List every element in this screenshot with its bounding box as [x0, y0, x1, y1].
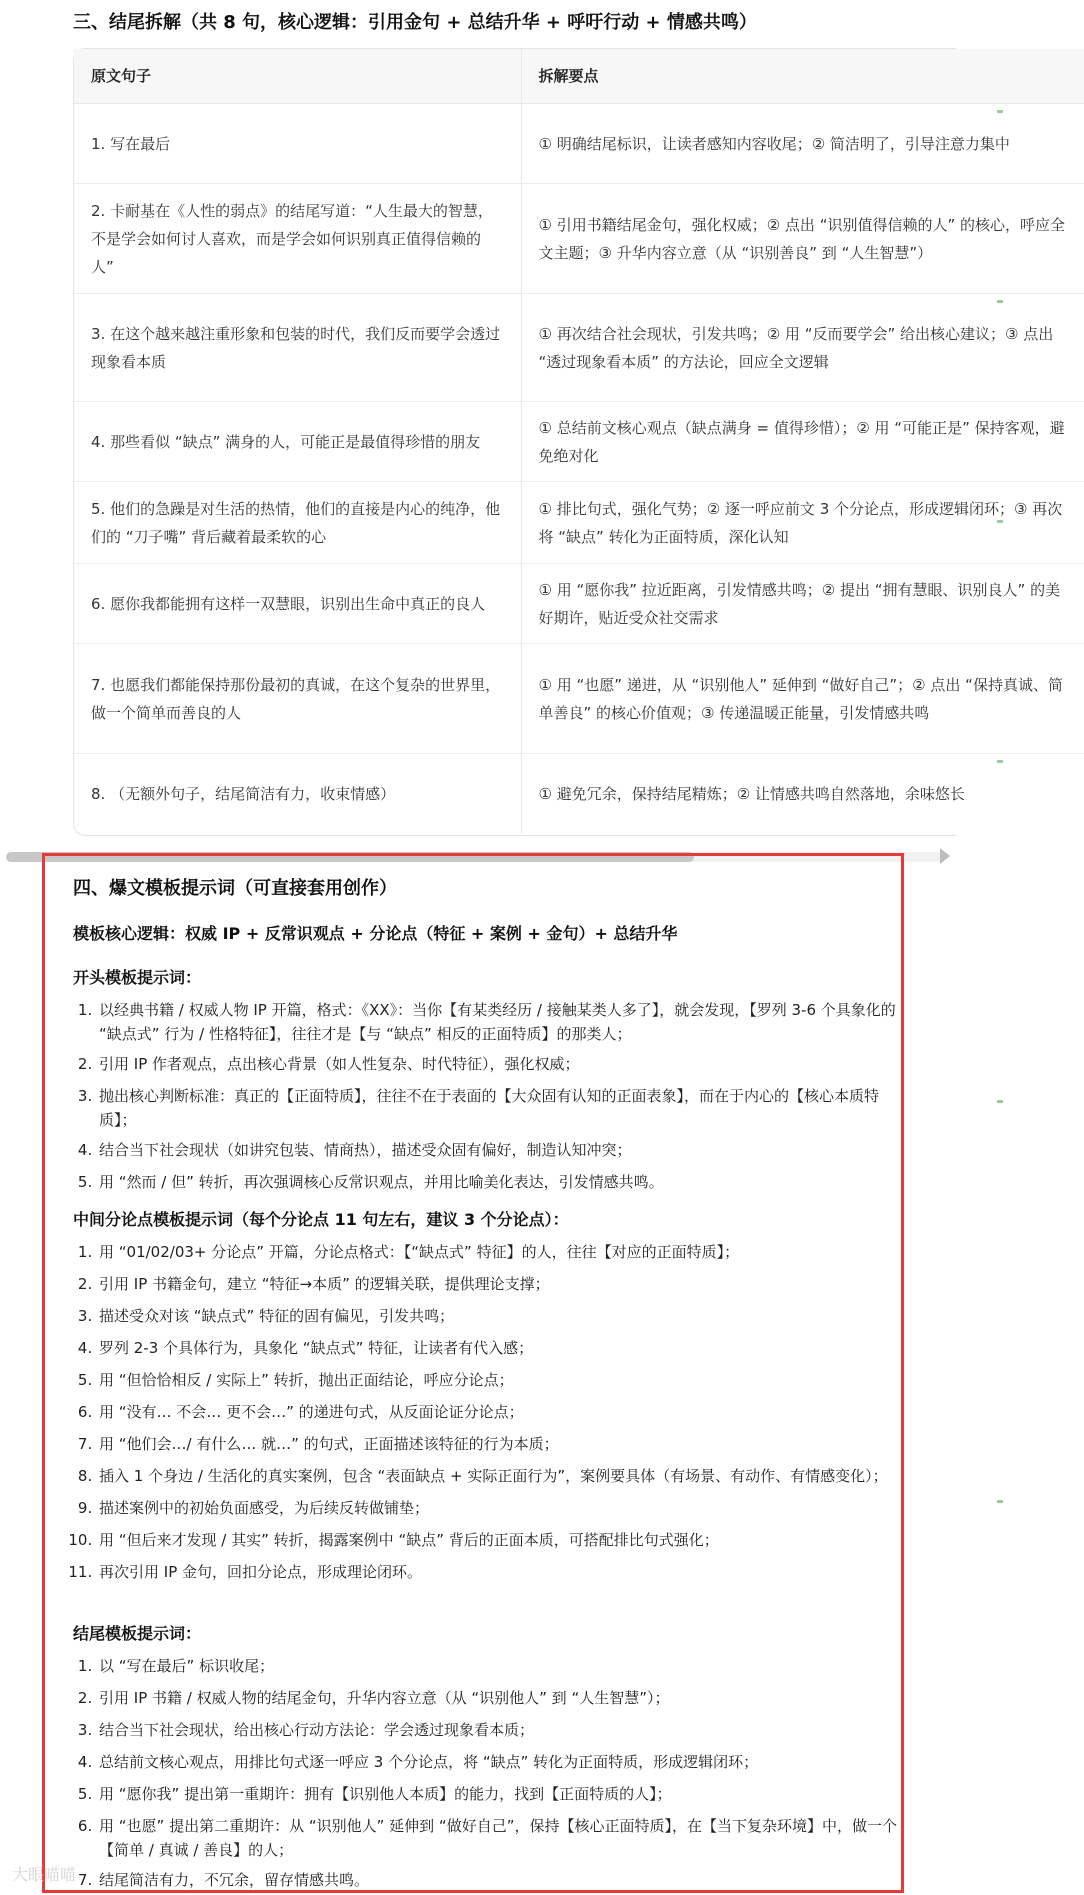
template-logic: 模板核心逻辑：权威 IP + 反常识观点 + 分论点（特征 + 案例 + 金句）+ 总结升华 [73, 924, 678, 943]
rail-tick [997, 520, 1003, 523]
table-row [74, 184, 1084, 294]
watermark-logo: 大眼喵喵 [12, 1865, 77, 1884]
sentence-cell: 1. 写在最后 [74, 104, 521, 184]
sentence-cell: 5. 他们的急躁是对生活的热情，他们的直接是内心的纯净，他们的 “刀子嘴” 背后藏着最柔软的心 [74, 482, 521, 564]
table-header-row [74, 49, 1084, 104]
list-item: 1. 以经典书籍 / 权威人物 IP 开篇，格式：《XX》：当你【有某类经历 / 接触某类人多了】，就会发现，【罗列 3-6 个具象化的 “缺点式” 行为 / 性格特征】，往往才是【与 “缺点” 相反的正面特质】的那类人； [97, 998, 897, 1046]
points-cell: ① 再次结合社会现状，引发共鸣；② 用 “反而要学会” 给出核心建议；③ 点出 “透过现象看本质” 的方法论，回应全文逻辑 [521, 294, 1084, 402]
list-item: 4. 结合当下社会现状（如讲究包装、情商热），描述受众固有偏好，制造认知冲突； [97, 1138, 897, 1162]
list-item: 3. 结合当下社会现状，给出核心行动方法论：学会透过现象看本质； [97, 1718, 897, 1742]
points-cell: ① 排比句式，强化气势；② 逐一呼应前文 3 个分论点，形成逻辑闭环；③ 再次将 “缺点” 转化为正面特质，深化认知 [521, 482, 1084, 564]
list-item: 5. 用 “愿你我” 提出第一重期许：拥有【识别他人本质】的能力，找到【正面特质的人】； [97, 1782, 897, 1806]
right-edge-rail [997, 0, 1005, 1895]
rail-tick [997, 760, 1003, 763]
points-cell: ① 用 “愿你我” 拉近距离，引发情感共鸣；② 提出 “拥有慧眼、识别良人” 的美好期许，贴近受众社交需求 [521, 564, 1084, 644]
list-item: 5. 用 “但恰恰相反 / 实际上” 转折，抛出正面结论，呼应分论点； [97, 1368, 897, 1392]
list-item: 6. 用 “也愿” 提出第二重期许：从 “识别他人” 延伸到 “做好自己”，保持【核心正面特质】，在【当下复杂环境】中，做一个【简单 / 真诚 / 善良】的人； [97, 1814, 897, 1862]
list-item: 2. 引用 IP 书籍金句，建立 “特征→本质” 的逻辑关联，提供理论支撑； [97, 1272, 897, 1296]
sentence-cell: 6. 愿你我都能拥有这样一双慧眼，识别出生命中真正的良人 [74, 564, 521, 644]
middle-template-list [73, 1240, 897, 1584]
points-cell: ① 总结前文核心观点（缺点满身 = 值得珍惜）；② 用 “可能正是” 保持客观，避免绝对化 [521, 402, 1084, 482]
table-row [74, 564, 1084, 644]
list-item: 11. 再次引用 IP 金句，回扣分论点，形成理论闭环。 [97, 1560, 897, 1584]
list-item: 5. 用 “然而 / 但” 转折，再次强调核心反常识观点，并用比喻美化表达，引发情感共鸣。 [97, 1170, 897, 1194]
section3-title: 三、结尾拆解（共 8 句，核心逻辑：引用金句 + 总结升华 + 呼吁行动 + 情感共鸣） [73, 12, 757, 33]
list-item: 8. 插入 1 个身边 / 生活化的真实案例，包含 “表面缺点 + 实际正面行为”，案例要具体（有场景、有动作、有情感变化）； [97, 1464, 897, 1488]
sentence-cell: 8. （无额外句子，结尾简洁有力，收束情感） [91, 784, 396, 803]
list-item: 1. 用 “01/02/03+ 分论点” 开篇，分论点格式：【“缺点式” 特征】的人，往往【对应的正面特质】； [97, 1240, 897, 1264]
table-row [74, 402, 1084, 482]
sentence-cell: 2. 卡耐基在《人性的弱点》的结尾写道：“人生最大的智慧，不是学会如何讨人喜欢，而是学会如何识别真正值得信赖的人” [74, 184, 521, 294]
list-item: 10. 用 “但后来才发现 / 其实” 转折，揭露案例中 “缺点” 背后的正面本质，可搭配排比句式强化； [97, 1528, 897, 1552]
table-row [74, 644, 1084, 754]
list-item: 7. 用 “他们会…/ 有什么… 就…” 的句式，正面描述该特征的行为本质； [97, 1432, 897, 1456]
list-item: 4. 罗列 2-3 个具体行为，具象化 “缺点式” 特征，让读者有代入感； [97, 1336, 897, 1360]
ending-template-title: 结尾模板提示词： [73, 1624, 202, 1643]
sentence-cell: 4. 那些看似 “缺点” 满身的人，可能正是最值得珍惜的朋友 [74, 402, 521, 482]
opening-template-title: 开头模板提示词： [73, 968, 202, 987]
rail-tick [997, 300, 1003, 303]
table-row [74, 754, 1084, 834]
list-item: 3. 抛出核心判断标准：真正的【正面特质】，往往不在于表面的【大众固有认知的正面表象】，而在于内心的【核心本质特质】； [97, 1084, 897, 1132]
section4-title: 四、爆文模板提示词（可直接套用创作） [73, 878, 397, 899]
ending-template-list [73, 1654, 897, 1892]
rail-tick [997, 110, 1003, 113]
rail-tick [997, 1500, 1003, 1503]
list-item: 9. 描述案例中的初始负面感受，为后续反转做铺垫； [97, 1496, 897, 1520]
list-item: 7. 结尾简洁有力，不冗余，留存情感共鸣。 [97, 1868, 897, 1892]
list-item: 3. 描述受众对该 “缺点式” 特征的固有偏见，引发共鸣； [97, 1304, 897, 1328]
list-item: 4. 总结前文核心观点，用排比句式逐一呼应 3 个分论点，将 “缺点” 转化为正面特质，形成逻辑闭环； [97, 1750, 897, 1774]
points-cell: ① 避免冗余，保持结尾精炼；② 让情感共鸣自然落地，余味悠长 [521, 754, 1084, 834]
rail-tick [997, 1100, 1003, 1103]
opening-template-list [73, 998, 897, 1194]
col-header-points: 拆解要点 [521, 49, 1084, 104]
points-cell: ① 明确结尾标识，让读者感知内容收尾；② 简洁明了，引导注意力集中 [521, 104, 1084, 184]
middle-template-title: 中间分论点模板提示词（每个分论点 11 句左右，建议 3 个分论点）： [73, 1210, 569, 1229]
table-row [74, 294, 1084, 402]
ending-breakdown-table [73, 48, 1066, 836]
col-header-sentence: 原文句子 [74, 49, 521, 104]
list-item: 2. 引用 IP 作者观点，点出核心背景（如人性复杂、时代特征），强化权威； [97, 1052, 897, 1076]
list-item: 1. 以 “写在最后” 标识收尾； [97, 1654, 897, 1678]
points-cell: ① 用 “也愿” 递进，从 “识别他人” 延伸到 “做好自己”；② 点出 “保持真诚、简单善良” 的核心价值观；③ 传递温暖正能量，引发情感共鸣 [521, 644, 1084, 754]
points-cell: ① 引用书籍结尾金句，强化权威；② 点出 “识别值得信赖的人” 的核心，呼应全文主题；③ 升华内容立意（从 “识别善良” 到 “人生智慧”） [521, 184, 1084, 294]
scroll-right-arrow-icon[interactable] [940, 848, 950, 864]
table-row [74, 104, 1084, 184]
list-item: 2. 引用 IP 书籍 / 权威人物的结尾金句，升华内容立意（从 “识别他人” 到 “人生智慧”）； [97, 1686, 897, 1710]
sentence-cell: 7. 也愿我们都能保持那份最初的真诚，在这个复杂的世界里，做一个简单而善良的人 [74, 644, 521, 754]
list-item: 6. 用 “没有… 不会… 更不会…” 的递进句式，从反面论证分论点； [97, 1400, 897, 1424]
table-row [74, 482, 1084, 564]
sentence-cell: 3. 在这个越来越注重形象和包装的时代，我们反而要学会透过现象看本质 [74, 294, 521, 402]
